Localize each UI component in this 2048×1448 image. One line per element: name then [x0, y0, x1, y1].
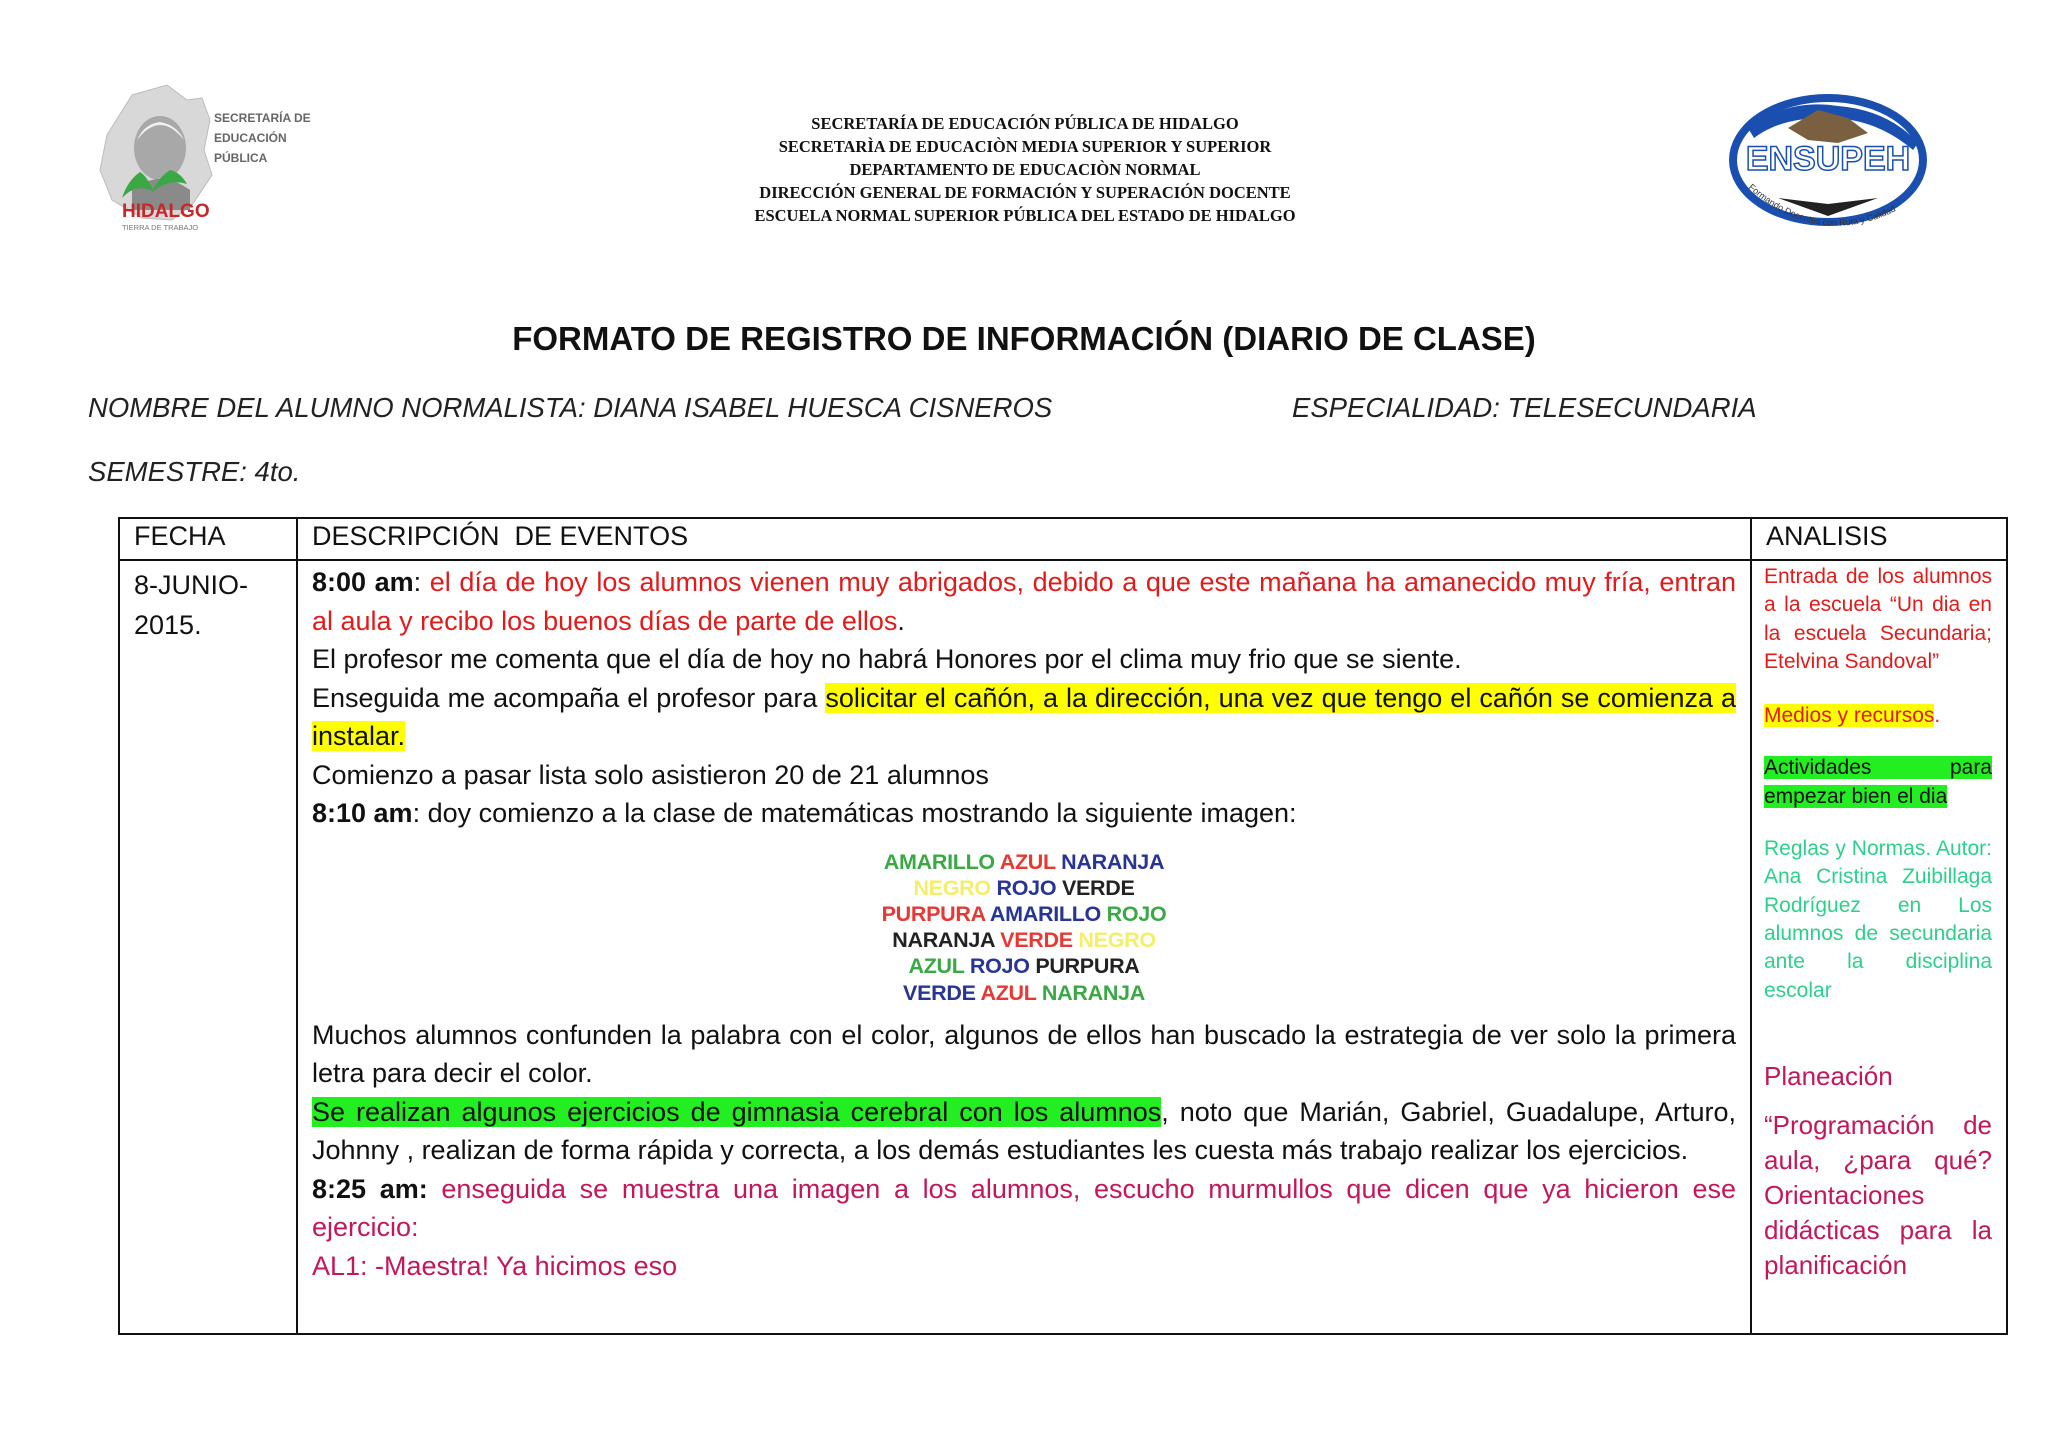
stroop-word: AMARILLO: [883, 849, 995, 874]
document-title: FORMATO DE REGISTRO DE INFORMACIÓN (DIARIO DE CLASE): [512, 320, 1536, 357]
stroop-word: ROJO: [996, 875, 1057, 900]
ensupeh-ring-text: Formando Docentes con Ruta y Calidad: [1746, 181, 1898, 228]
header-line-3: DEPARTAMENTO DE EDUCACIÒN NORMAL: [849, 160, 1201, 179]
stroop-word: NARANJA: [1041, 980, 1145, 1005]
event-canon-highlight: solicitar el cañón, a la dirección, una vez que tengo el cañón se comienza a instalar.: [312, 682, 1736, 751]
sep-hidalgo-logo: [92, 80, 332, 240]
header-line-5: ESCUELA NORMAL SUPERIOR PÚBLICA DEL ESTADO DE HIDALGO: [754, 206, 1296, 225]
stroop-word: NARANJA: [892, 928, 995, 953]
header-line-1: SECRETARÍA DE EDUCACIÓN PÚBLICA DE HIDALGO: [811, 114, 1239, 133]
stroop-word: ROJO: [1106, 901, 1167, 926]
stroop-word: AMARILLO: [989, 901, 1101, 926]
event-honores: El profesor me comenta que el día de hoy no habrá Honores por el clima muy frio que se siente.: [312, 644, 1462, 674]
event-gimnasia-highlight: Se realizan algunos ejercicios de gimnasia cerebral con los alumnos: [312, 1096, 1162, 1127]
stroop-word: AZUL: [999, 849, 1056, 874]
analysis-actividades: [1764, 754, 1992, 811]
stroop-word: AZUL: [908, 954, 965, 979]
analysis-programacion: “Programación de aula, ¿para qué? Orientaciones didácticas para la planificación: [1764, 1109, 1992, 1280]
date-line-1: 8-JUNIO-: [134, 570, 248, 600]
hidalgo-tagline-text: TIERRA DE TRABAJO: [122, 223, 199, 232]
stroop-word: AZUL: [980, 980, 1037, 1005]
analysis-reglas: Reglas y Normas. Autor: Ana Cristina Zuibillaga Rodríguez en Los alumnos de secundaria ante la disciplina escolar: [1764, 837, 1992, 1002]
date-cell: [119, 560, 297, 1334]
stroop-color-image: [312, 849, 1736, 1006]
event-0810: [312, 794, 1736, 833]
table-row: [119, 560, 2007, 1334]
stroop-word: VERDE: [1000, 928, 1073, 953]
sep-logo-line3: PÚBLICA: [214, 151, 268, 165]
event-canon-intro: Enseguida me acompaña el profesor para: [312, 682, 826, 713]
event-0825-text: enseguida se muestra una imagen a los alumnos, escucho murmullos que dicen que ya hicieron ese ejercicio:: [312, 1173, 1736, 1243]
stroop-word: NEGRO: [913, 875, 991, 900]
analysis-medios: Medios y recursos.: [1764, 704, 1941, 728]
analysis-cell: [1751, 560, 2007, 1334]
ensupeh-name: ENSUPEH: [1745, 140, 1911, 178]
stroop-row: [312, 927, 1736, 953]
header-fecha: FECHA: [119, 518, 297, 560]
event-gimnasia-text: , noto que Marián, Gabriel, Guadalupe, Arturo, Johnny , realizan de forma rápida y correcta, a los demás estudiantes les cuesta más trabajo realizar los ejercicios.: [312, 1096, 1736, 1166]
event-0800: 8:00 am: el día de hoy los alumnos vienen muy abrigados, debido a que este mañana ha amanecido muy fría, entran al aula y recibo los buenos días de parte de ellos.: [312, 567, 1736, 636]
stroop-word: NEGRO: [1078, 928, 1156, 953]
student-name: NOMBRE DEL ALUMNO NORMALISTA: DIANA ISABEL HUESCA CISNEROS: [88, 392, 1053, 423]
sep-logo-line1: SECRETARÍA DE: [214, 111, 311, 125]
stroop-row: [312, 901, 1736, 927]
event-0810-text: : doy comienzo a la clase de matemáticas mostrando la siguiente imagen:: [412, 798, 1297, 828]
stroop-row: [312, 875, 1736, 901]
time-0800: 8:00 am: [312, 567, 414, 597]
event-confusion: Muchos alumnos confunden la palabra con el color, algunos de ellos han buscado la estrategia de ver solo la primera letra para decir el color.: [312, 1019, 1736, 1089]
header-line-4: DIRECCIÓN GENERAL DE FORMACIÓN Y SUPERACIÓN DOCENTE: [759, 183, 1291, 202]
hidalgo-brand-text: HIDALGO: [122, 201, 210, 222]
analysis-medios-highlight: Medios y recursos: [1764, 704, 1935, 728]
event-lista: Comienzo a pasar lista solo asistieron 20 de 21 alumnos: [312, 759, 989, 790]
event-0825: [312, 1170, 1736, 1247]
stroop-row: [312, 980, 1736, 1006]
stroop-word: ROJO: [969, 954, 1030, 979]
header-analisis: ANALISIS: [1751, 518, 2007, 560]
time-0810: 8:10 am: [312, 798, 413, 828]
header-line-2: SECRETARÌA DE EDUCACIÒN MEDIA SUPERIOR Y SUPERIOR: [778, 137, 1272, 156]
table-header-row: [119, 518, 2007, 560]
sep-logo-line2: EDUCACIÓN: [214, 131, 287, 145]
date-line-2: 2015.: [134, 610, 202, 640]
stroop-word: PURPURA: [1035, 954, 1140, 979]
event-dialogue: AL1: -Maestra! Ya hicimos eso: [312, 1250, 678, 1281]
description-cell: [297, 560, 1751, 1334]
analysis-actividades-highlight: Actividades para empezar bien el dia: [1764, 756, 1992, 808]
stroop-word: PURPURA: [881, 901, 986, 926]
ensupeh-logo: [1718, 88, 1938, 253]
stroop-row: [312, 849, 1736, 875]
stroop-word: NARANJA: [1061, 849, 1165, 874]
time-0825: 8:25 am:: [312, 1173, 428, 1204]
institution-header: [640, 112, 1410, 227]
stroop-word: VERDE: [1061, 875, 1135, 900]
stroop-row: [312, 953, 1736, 979]
semester: SEMESTRE: 4to.: [88, 456, 301, 487]
diary-table: [118, 517, 2008, 1335]
stroop-word: VERDE: [903, 980, 976, 1005]
analysis-planeacion: Planeación: [1764, 1060, 1893, 1091]
event-0800-text: el día de hoy los alumnos vienen muy abrigados, debido a que este mañana ha amanecido muy fría, entran al aula y recibo los buenos días de parte de ellos: [312, 567, 1736, 636]
event-canon: [312, 679, 1736, 756]
specialty: ESPECIALIDAD: TELESECUNDARIA: [1292, 392, 1757, 423]
header-descripcion: DESCRIPCIÓN DE EVENTOS: [297, 518, 1751, 560]
event-gimnasia: [312, 1093, 1736, 1170]
analysis-entrada: Entrada de los alumnos a la escuela “Un dia en la escuela Secundaria; Etelvina Sandoval”: [1764, 565, 1992, 673]
